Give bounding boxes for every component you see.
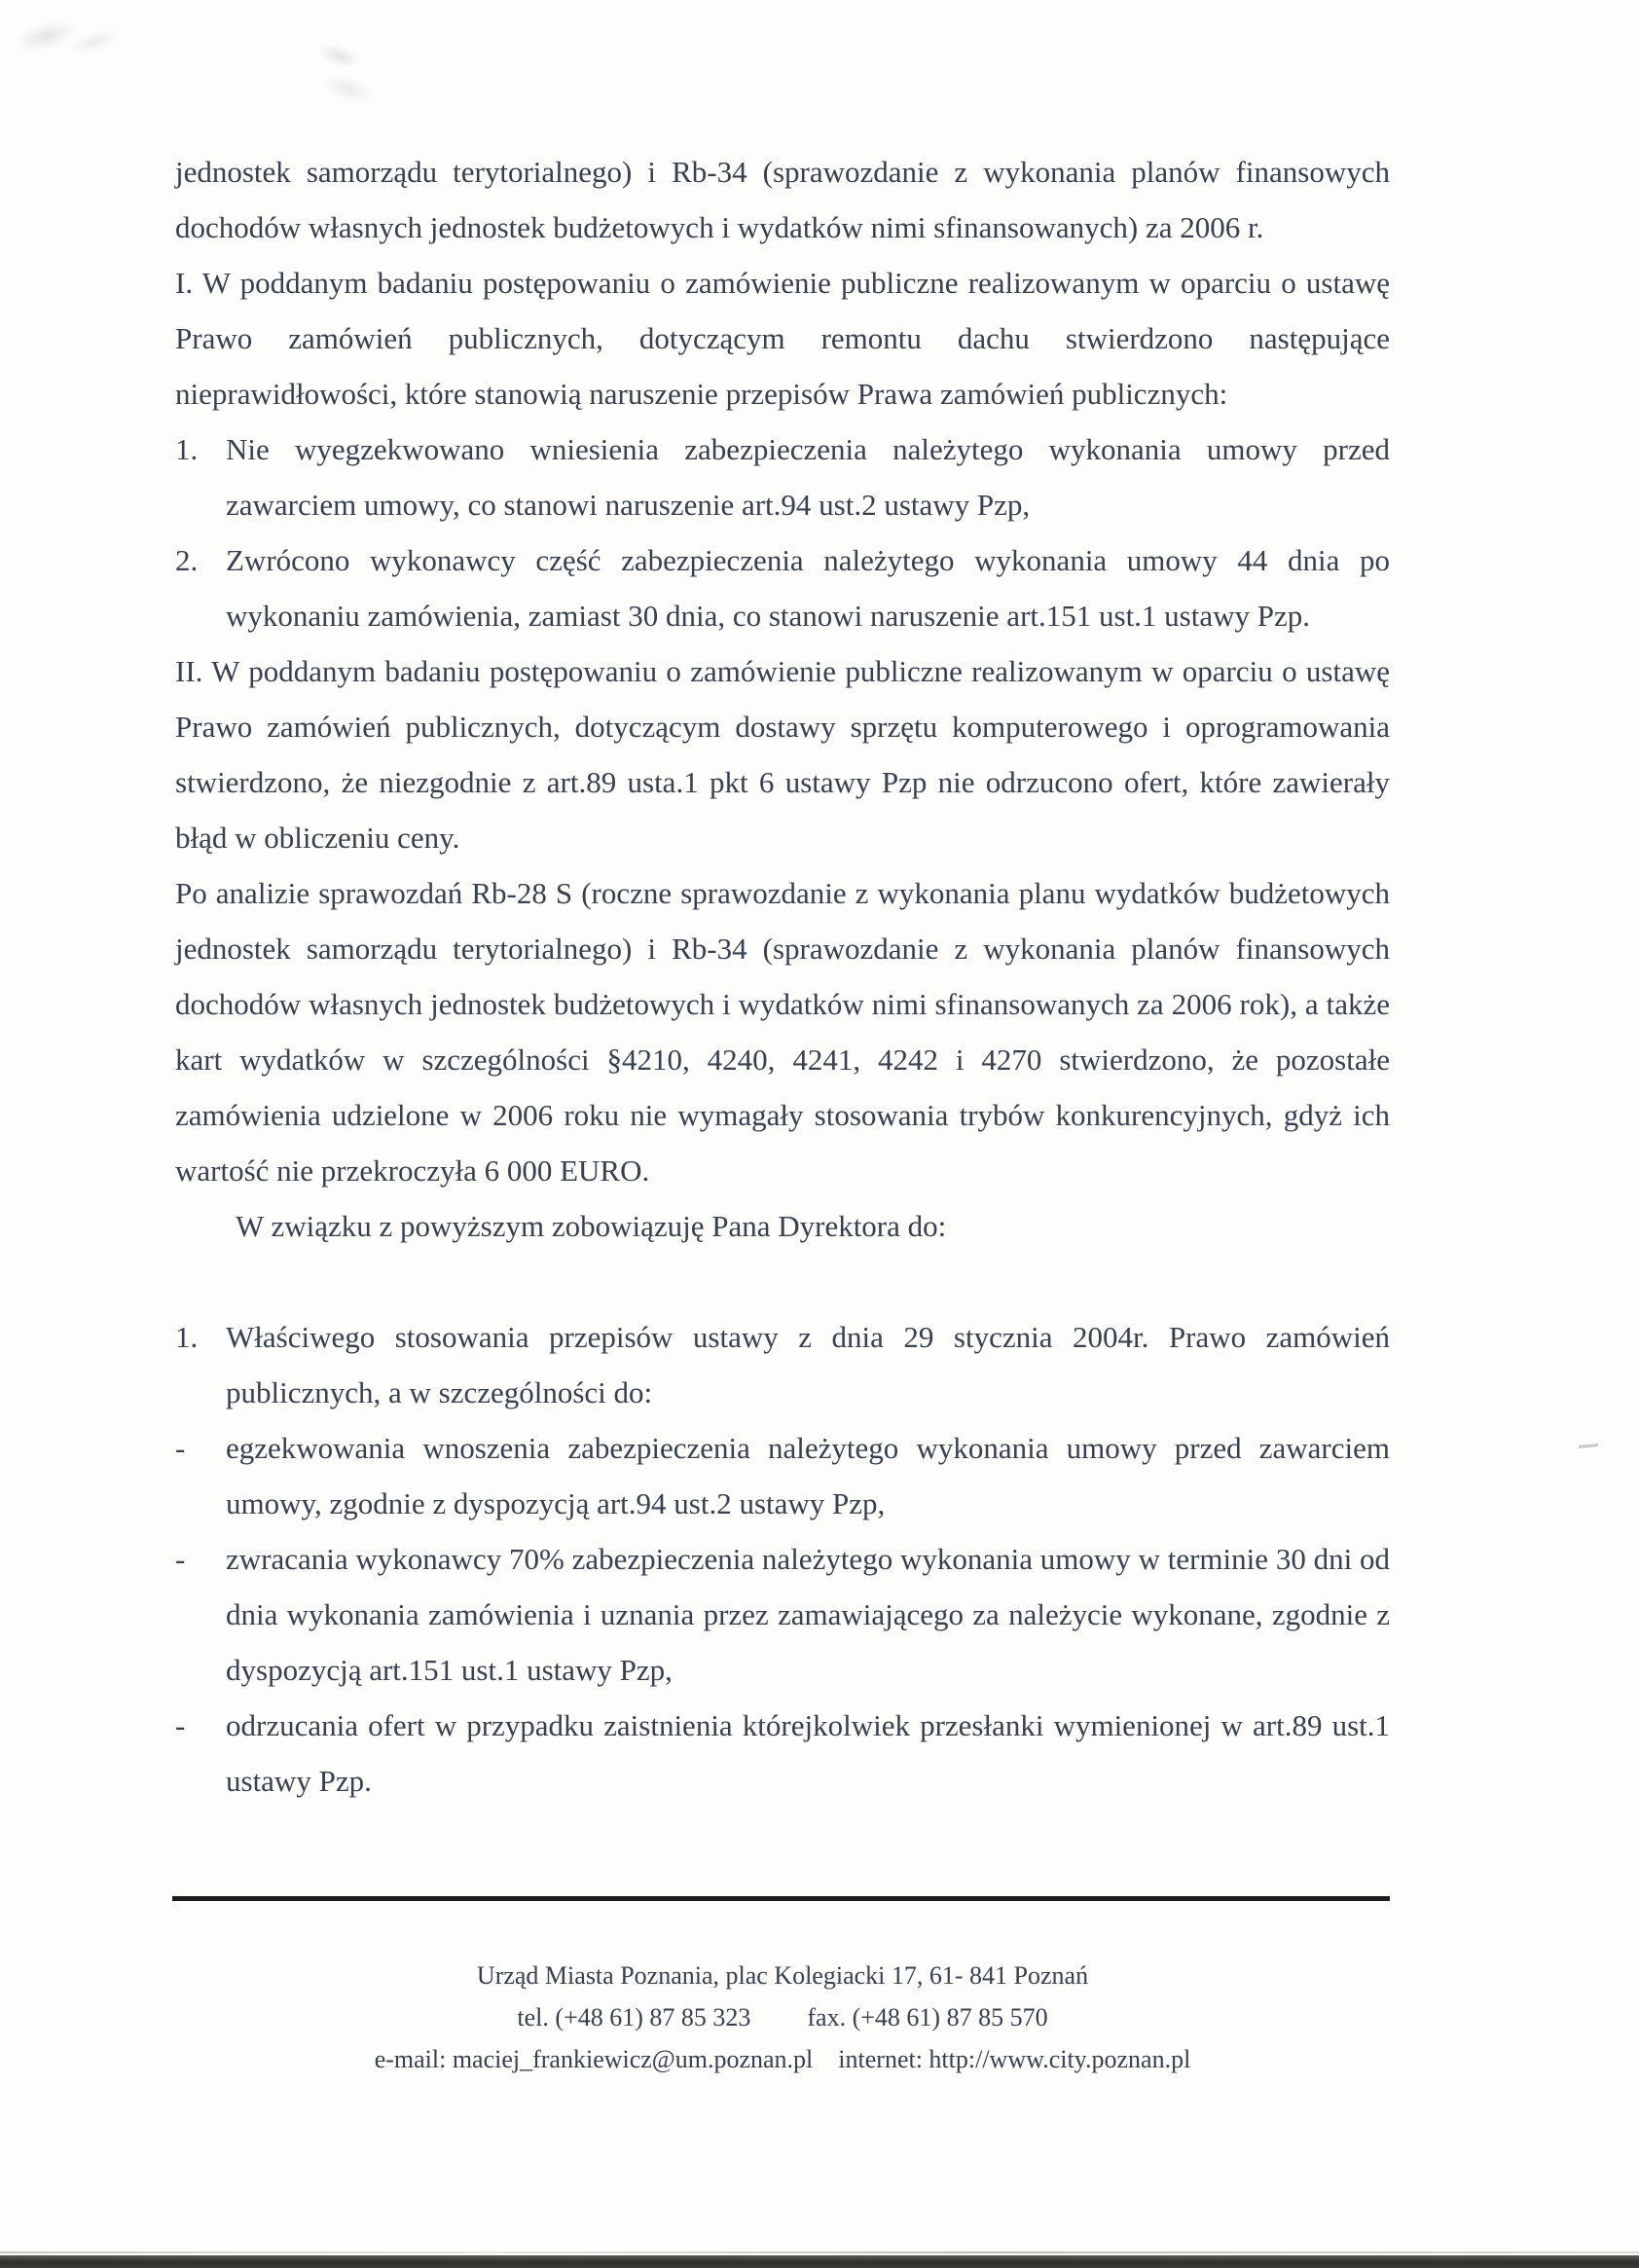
footer-divider-rule — [172, 1896, 1390, 1901]
footer-fax: fax. (+48 61) 87 85 570 — [807, 2003, 1048, 2031]
scan-smudge — [283, 25, 403, 127]
list-item-text: Nie wyegzekwowano wniesienia zabezpieczenia należytego wykonania umowy przed zawarciem umowy, co stanowi naruszenie art.94 ust.2 ustawy Pzp, — [226, 432, 1390, 522]
list-item-dash: - — [175, 1542, 186, 1576]
section-ii-paragraph: II. W poddanym badaniu postępowaniu o zamówienie publiczne realizowanym w oparciu o ustawę Prawo zamówień publicznych, dotyczącym dostawy sprzętu komputerowego i oprogramowania stwierdzono, że niezgodnie z art.89 usta.1 pkt 6 ustawy Pzp nie odrzucono ofert, które zawierały błąd w obliczeniu ceny. — [175, 654, 1390, 855]
list-item-dash: - — [175, 1431, 186, 1465]
document-body — [175, 144, 1390, 1809]
list-item — [175, 1309, 1390, 1420]
footer-phone: tel. (+48 61) 87 85 323 — [517, 2003, 751, 2031]
list-item-dash: - — [175, 1708, 186, 1742]
scan-smudge — [8, 0, 131, 80]
footer-online-line — [175, 2038, 1390, 2080]
obligations-list — [175, 1309, 1390, 1809]
list-item-number: 2. — [175, 543, 199, 577]
list-item-text: zwracania wykonawcy 70% zabezpieczenia należytego wykonania umowy w terminie 30 dni od dnia wykonania zamówienia i uznania przez zamawiającego za należycie wykonane, zgodnie z dyspozycją art.151 ust.1 ustawy Pzp, — [226, 1542, 1390, 1687]
list-item-text: egzekwowania wnoszenia zabezpieczenia należytego wykonania umowy przed zawarciem umowy, zgodnie z dyspozycją art.94 ust.2 ustawy Pzp, — [226, 1431, 1390, 1520]
scan-margin-mark — [1579, 1444, 1598, 1448]
list-item — [175, 1420, 1390, 1531]
footer-address: Urząd Miasta Poznania, plac Kolegiacki 17, 61- 841 Poznań — [476, 1961, 1089, 1990]
list-item — [175, 1531, 1390, 1698]
footer-website: internet: http://www.city.poznan.pl — [838, 2045, 1191, 2073]
list-item-text: Zwrócono wykonawcy część zabezpieczenia należytego wykonania umowy 44 dnia po wykonaniu zamówienia, zamiast 30 dnia, co stanowi naruszenie art.151 ust.1 ustawy Pzp. — [226, 543, 1390, 633]
obligation-intro: W związku z powyższym zobowiązuję Pana Dyrektora do: — [236, 1209, 947, 1243]
analysis-paragraph: Po analizie sprawozdań Rb-28 S (roczne sprawozdanie z wykonania planu wydatków budżetowych jednostek samorządu terytorialnego) i Rb-34 (sprawozdanie z wykonania planów finansowych dochodów własnych jednostek budżetowych i wydatków nimi sfinansowanych za 2006 rok), a także kart wydatków w szczególności §4210, 4240, 4241, 4242 i 4270 stwierdzono, że pozostałe zamówienia udzielone w 2006 roku nie wymagały stosowania trybów konkurencyjnych, gdyż ich wartość nie przekroczyła 6 000 EURO. — [175, 876, 1390, 1188]
section-i-findings-list — [175, 421, 1390, 643]
scan-bottom-faint-line — [0, 2251, 1639, 2253]
list-item — [175, 1698, 1390, 1809]
continuation-paragraph: jednostek samorządu terytorialnego) i Rb-34 (sprawozdanie z wykonania planów finansowych dochodów własnych jednostek budżetowych i wydatków nimi sfinansowanych) za 2006 r. — [175, 155, 1390, 244]
list-item — [175, 532, 1390, 643]
footer — [175, 1955, 1390, 2080]
list-item-text: Właściwego stosowania przepisów ustawy z dnia 29 stycznia 2004r. Prawo zamówień publicznych, a w szczególności do: — [226, 1320, 1390, 1409]
section-i-lead: I. W poddanym badaniu postępowaniu o zamówienie publiczne realizowanym w oparciu o ustawę Prawo zamówień publicznych, dotyczącym remontu dachu stwierdzono następujące nieprawidłowości, które stanowią naruszenie przepisów Prawa zamówień publicznych: — [175, 266, 1390, 411]
list-item-number: 1. — [175, 432, 199, 466]
scan-bottom-edge — [0, 2255, 1639, 2268]
footer-contact-line — [175, 1996, 1390, 2038]
list-item-text: odrzucania ofert w przypadku zaistnienia którejkolwiek przesłanki wymienionej w art.89 ust.1 ustawy Pzp. — [226, 1708, 1390, 1798]
list-item-number: 1. — [175, 1320, 199, 1354]
footer-email: e-mail: maciej_frankiewicz@um.poznan.pl — [374, 2045, 814, 2073]
list-item — [175, 421, 1390, 532]
